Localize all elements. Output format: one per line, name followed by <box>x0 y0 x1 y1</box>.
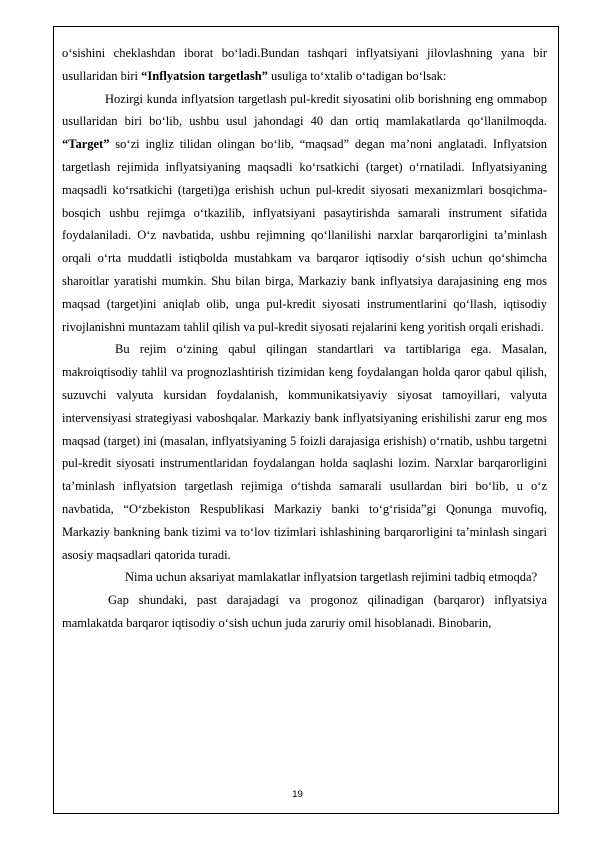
text-run: Hozirgi kunda inflyatsion targetlash pul-kredit siyosatini olib borishning eng ommabop usullaridan biri bo‘lib, ushbu usul jahondagi 40 dan ortiq mamlakatlarda qo‘llanilmoqda. <box>62 91 547 129</box>
text-run: o‘sishini cheklashdan iborat bo‘ladi.Bundan tashqari inflyatsiyani jilovlashning yana bir usullaridan biri <box>62 46 547 83</box>
page-number: 19 <box>292 789 303 800</box>
document-body <box>62 42 547 635</box>
text-run: Gap shundaki, past darajadagi va progonoz qilinadigan (barqaror) inflyatsiya mamlakatda barqaror iqtisodiy o‘sish uchun juda zaruriy omil hisoblanadi. Binobarin, <box>62 593 547 630</box>
text-run: Bu rejim o‘zining qabul qilingan standartlari va tartiblariga ega. Masalan, makroiqtisodiy tahlil va prognozlashtirish tizimidan keng foydalangan holda qaror qabul qilish, suzuvchi valyuta kursidan foydalanish, kommunikatsiyaviy siyosat tamoyillari, valyuta intervensiyasi strategiyasi vaboshqalar. Markaziy bank inflyatsiyaning erishilishi zarur eng mos maqsad (target) ini (masalan, inflyatsiyaning 5 foizli darajasiga erishish) o‘rnatib, ushbu targetni pul-kredit siyosati instrumentlaridan foydalangan holda saqlashi lozim. Narxlar barqarorligini ta’minlash inflyatsion targetlash rejimiga o‘tishda samarali usullardan biri bo‘lib, u o‘z navbatida, “O‘zbekiston Respublikasi Markaziy banki to‘g‘risida”gi Qonunga muvofiq, Markaziy bankning bank tizimi va to‘lov tizimlari ishlashining barqarorligini ta’minlash singari asosiy maqsadlari qatorida turadi. <box>62 342 547 562</box>
text-run: usuliga to‘xtalib o‘tadigan bo‘lsak: <box>267 68 447 83</box>
bold-term-target: “Target” <box>62 137 110 152</box>
paragraph-question <box>62 566 547 589</box>
text-run: so‘zi ingliz tilidan olingan bo‘lib, “maqsad” degan ma’noni anglatadi. Inflyatsion targetlash rejimida inflyatsiyaning maqsadli ko‘rsatkichi (target) o‘rnatiladi. Inflyatsiyaning maqsadli ko‘rsatkichi (targeti)ga erishish uchun pul-kredit siyosati mexanizmlari bosqichma-bosqich ushbu rejimga o‘tkazilib, inflyatsiyani pasaytirishda samarali instrument sifatida foydalaniladi. O‘z navbatida, ushbu rejimning qo‘llanilishi narxlar barqarorligini ta’minlash orqali o‘rta muddatli istiqbolda mustahkam va barqaror iqtisodiy o‘sish uchun qo‘shimcha sharoitlar yaratishi mumkin. Shu bilan birga, Markaziy bank inflyatsiya darajasining eng mos maqsad (target)ini aniqlab olib, unga pul-kredit siyosati instrumentlarini qo‘llash, iqtisodiy rivojlanishni muntazam tahlil qilish va pul-kredit siyosati rejalarini keng yoritish orqali erishadi. <box>62 137 547 334</box>
paragraph-rejim-standartlari <box>62 338 547 566</box>
paragraph-intro <box>62 42 547 88</box>
bold-term-inflyatsion-targetlash: “Inflyatsion targetlash” <box>141 68 268 83</box>
paragraph-targetlash-definition <box>62 88 547 339</box>
text-run: Nima uchun aksariyat mamlakatlar inflyatsion targetlash rejimini tadbiq etmoqda? <box>125 570 538 585</box>
paragraph-answer <box>62 589 547 635</box>
